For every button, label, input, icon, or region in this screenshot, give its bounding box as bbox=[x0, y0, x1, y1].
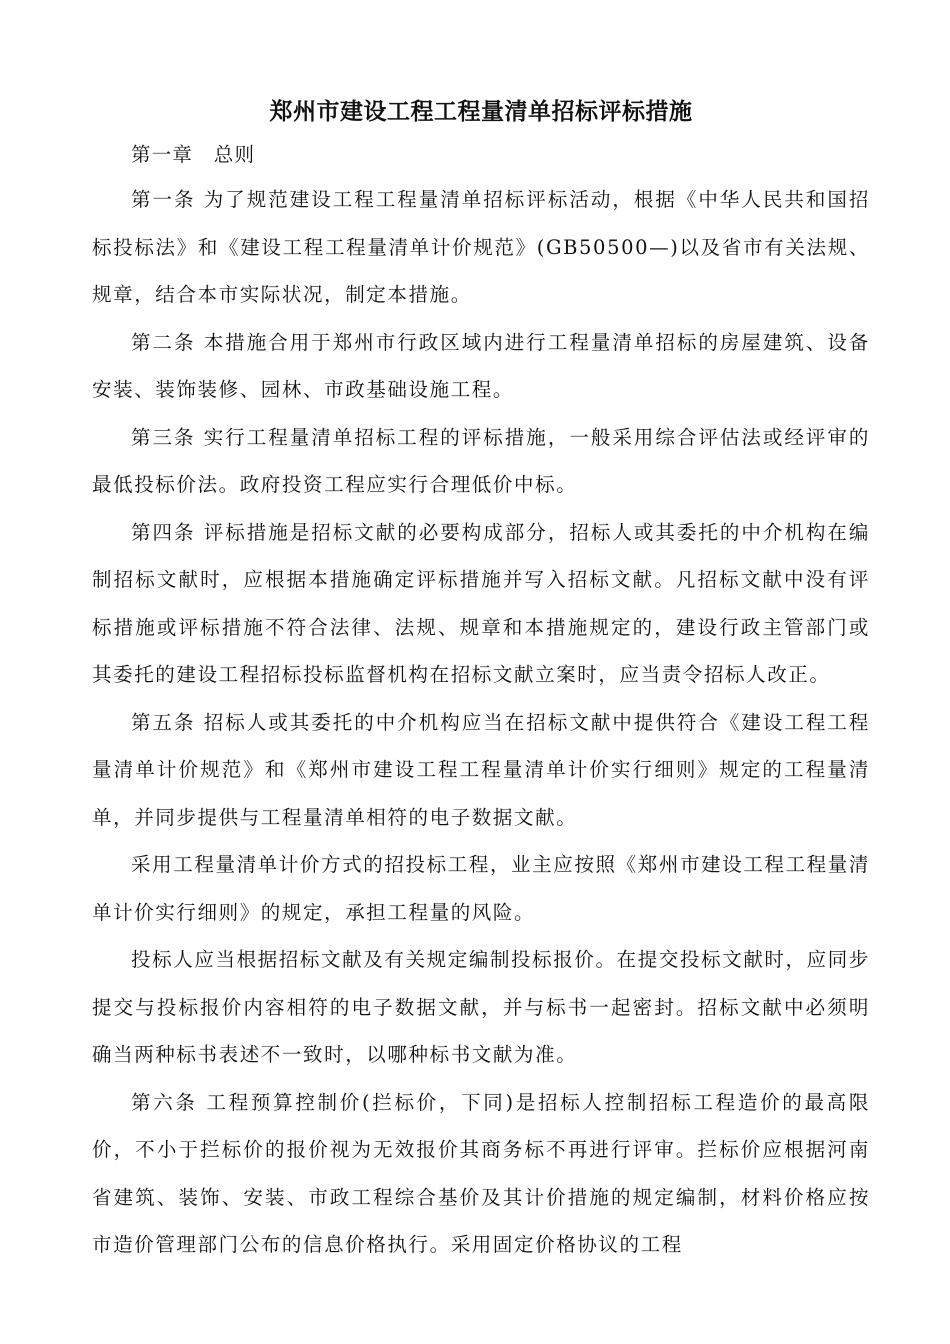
document-page bbox=[92, 92, 870, 1269]
article-1: 第一条 为了规范建设工程工程量清单招标评标活动，根据《中华人民共和国招标投标法》和《建设工程工程量清单计价规范》(GB50500—)以及省市有关法规、规章，结合本市实际状况，制定本措施。 bbox=[92, 188, 870, 306]
article-6: 第六条 工程预算控制价(拦标价，下同)是招标人控制招标工程造价的最高限价，不小于拦标价的报价视为无效报价其商务标不再进行评审。拦标价应根据河南省建筑、装饰、安装、市政工程综合基价及其计价措施的规定编制，材料价格应按市造价管理部门公布的信息价格执行。采用固定价格协议的工程 bbox=[92, 1090, 870, 1256]
document-title: 郑州市建设工程工程量清单招标评标措施 bbox=[269, 99, 693, 125]
article-5-clause-2: 采用工程量清单计价方式的招投标工程，业主应按照《郑州市建设工程工程量清单计价实行细则》的规定，承担工程量的风险。 bbox=[92, 853, 870, 924]
article-3: 第三条 实行工程量清单招标工程的评标措施，一般采用综合评估法或经评审的最低投标价法。政府投资工程应实行合理低价中标。 bbox=[92, 425, 870, 496]
article-5: 第五条 招标人或其委托的中介机构应当在招标文献中提供符合《建设工程工程量清单计价规范》和《郑州市建设工程工程量清单计价实行细则》规定的工程量清单，并同步提供与工程量清单相符的电子数据文献。 bbox=[92, 710, 870, 829]
article-2: 第二条 本措施合用于郑州市行政区域内进行工程量清单招标的房屋建筑、设备安装、装饰装修、园林、市政基础设施工程。 bbox=[92, 330, 870, 401]
article-4: 第四条 评标措施是招标文献的必要构成部分，招标人或其委托的中介机构在编制招标文献时，应根据本措施确定评标措施并写入招标文献。凡招标文献中没有评标措施或评标措施不符合法律、法规、规章和本措施规定的，建设行政主管部门或其委托的建设工程招标投标监督机构在招标文献立案时，应当责令招标人改正。 bbox=[92, 520, 870, 686]
article-5-clause-3: 投标人应当根据招标文献及有关规定编制投标报价。在提交投标文献时，应同步提交与投标报价内容相符的电子数据文献，并与标书一起密封。招标文献中必须明确当两种标书表述不一致时，以哪种标书文献为准。 bbox=[92, 948, 870, 1066]
chapter-heading: 第一章 总则 bbox=[131, 143, 256, 166]
